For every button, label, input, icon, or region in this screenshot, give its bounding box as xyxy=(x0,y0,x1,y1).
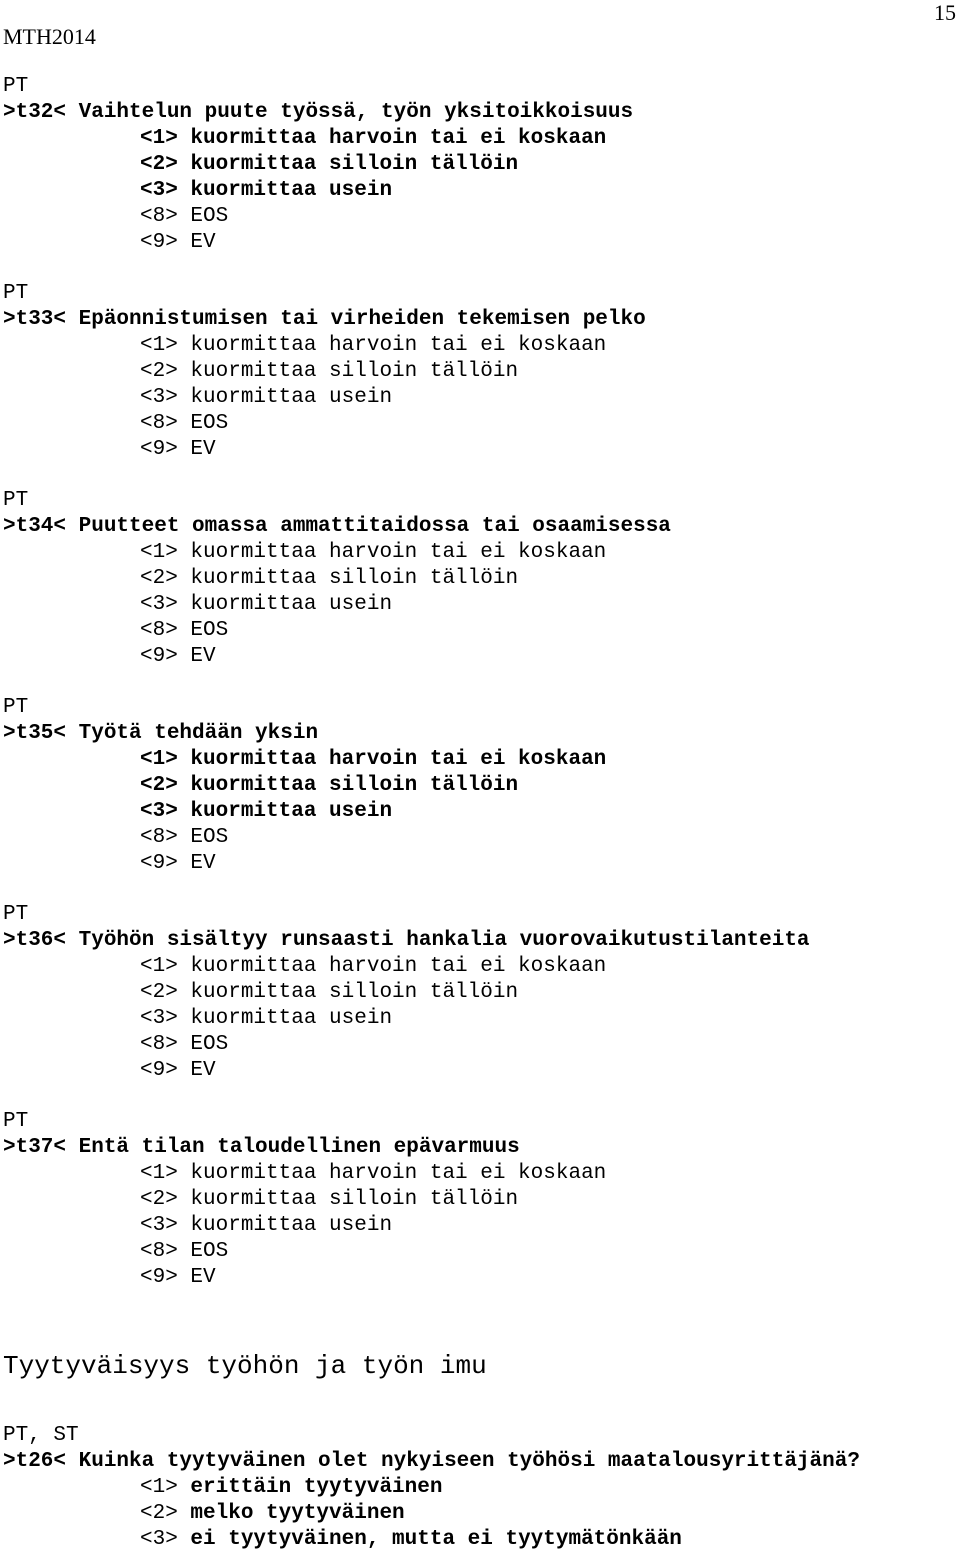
option-code: <2> xyxy=(140,1502,178,1525)
option-code: <1> xyxy=(140,1476,178,1499)
document-id: MTH2014 xyxy=(3,24,96,49)
answer-option xyxy=(140,1501,405,1527)
answer-option: <9> EV xyxy=(140,645,216,668)
answer-option: <8> EOS xyxy=(140,205,229,228)
section-heading: Tyytyväisyys työhön ja työn imu xyxy=(3,1351,487,1381)
answer-option xyxy=(140,1527,682,1553)
answer-option: <1> kuormittaa harvoin tai ei koskaan xyxy=(140,748,607,771)
question-text: >t37< Entä tilan taloudellinen epävarmuus xyxy=(3,1136,520,1159)
answer-option: <9> EV xyxy=(140,438,216,461)
question-text: >t35< Työtä tehdään yksin xyxy=(3,722,319,745)
answer-option: <2> kuormittaa silloin tällöin xyxy=(140,774,519,797)
answer-option: <2> kuormittaa silloin tällöin xyxy=(140,567,519,590)
answer-option: <8> EOS xyxy=(140,412,229,435)
answer-option: <1> kuormittaa harvoin tai ei koskaan xyxy=(140,334,607,357)
answer-option: <1> kuormittaa harvoin tai ei koskaan xyxy=(140,127,607,150)
question-text: >t33< Epäonnistumisen tai virheiden tekemisen pelko xyxy=(3,308,646,331)
answer-option: <3> kuormittaa usein xyxy=(140,800,393,823)
answer-option: <8> EOS xyxy=(140,826,229,849)
block-label: PT xyxy=(3,696,29,719)
answer-option: <8> EOS xyxy=(140,1240,229,1263)
answer-option: <3> kuormittaa usein xyxy=(140,593,393,616)
answer-option: <3> kuormittaa usein xyxy=(140,1214,393,1237)
option-text: melko tyytyväinen xyxy=(177,1502,405,1525)
answer-option: <2> kuormittaa silloin tällöin xyxy=(140,981,519,1004)
answer-option: <8> EOS xyxy=(140,619,229,642)
answer-option: <9> EV xyxy=(140,1059,216,1082)
option-text: ei tyytyväinen, mutta ei tyytymätönkään xyxy=(177,1528,682,1551)
answer-option: <2> kuormittaa silloin tällöin xyxy=(140,360,519,383)
question-text: >t34< Puutteet omassa ammattitaidossa tai osaamisessa xyxy=(3,515,671,538)
answer-option: <1> kuormittaa harvoin tai ei koskaan xyxy=(140,541,607,564)
answer-option: <8> EOS xyxy=(140,1033,229,1056)
answer-option: <9> EV xyxy=(140,852,216,875)
question-text: >t36< Työhön sisältyy runsaasti hankalia vuorovaikutustilanteita xyxy=(3,929,810,952)
answer-option xyxy=(140,1475,442,1501)
answer-option: <9> EV xyxy=(140,1266,216,1289)
answer-option: <3> kuormittaa usein xyxy=(140,1007,393,1030)
question-text: >t26< Kuinka tyytyväinen olet nykyiseen työhösi maatalousyrittäjänä? xyxy=(3,1450,860,1473)
block-label: PT xyxy=(3,1110,29,1133)
block-label: PT, ST xyxy=(3,1424,79,1447)
page-number: 15 xyxy=(934,0,956,25)
block-label: PT xyxy=(3,489,29,512)
answer-option: <3> kuormittaa usein xyxy=(140,179,393,202)
answer-option: <9> EV xyxy=(140,231,216,254)
answer-option: <3> kuormittaa usein xyxy=(140,386,393,409)
answer-option: <2> kuormittaa silloin tällöin xyxy=(140,153,519,176)
question-text: >t32< Vaihtelun puute työssä, työn yksitoikkoisuus xyxy=(3,101,634,124)
answer-option: <1> kuormittaa harvoin tai ei koskaan xyxy=(140,955,607,978)
answer-option: <2> kuormittaa silloin tällöin xyxy=(140,1188,519,1211)
option-code: <3> xyxy=(140,1528,178,1551)
block-label: PT xyxy=(3,903,29,926)
option-text: erittäin tyytyväinen xyxy=(177,1476,443,1499)
answer-option: <1> kuormittaa harvoin tai ei koskaan xyxy=(140,1162,607,1185)
block-label: PT xyxy=(3,282,29,305)
block-label: PT xyxy=(3,75,29,98)
